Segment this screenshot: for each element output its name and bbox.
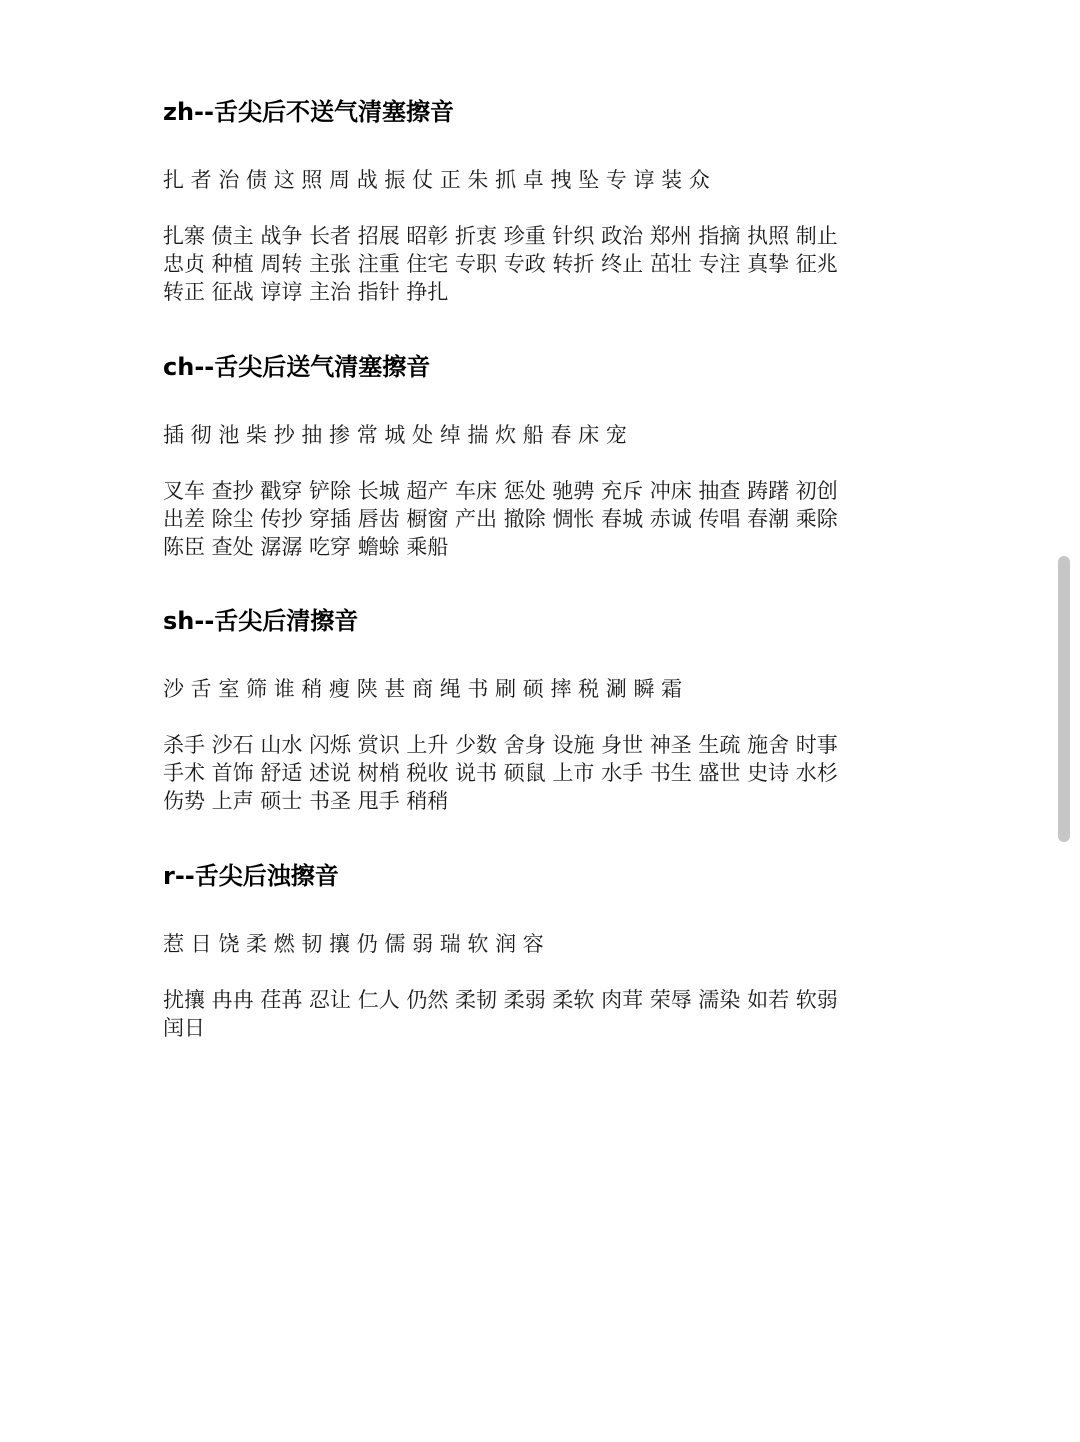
- word-list: [163, 986, 838, 1042]
- word-line: 手术 首饰 舒适 述说 树梢 税收 说书 硕鼠 上市 水手 书生 盛世 史诗 水杉: [163, 761, 838, 785]
- word-list: [163, 222, 838, 306]
- character-list: 扎 者 治 债 这 照 周 战 振 仗 正 朱 抓 卓 拽 坠 专 谆 装 众: [163, 168, 710, 192]
- word-line: 出差 除尘 传抄 穿插 唇齿 橱窗 产出 撤除 惆怅 春城 赤诚 传唱 春潮 乘除: [163, 507, 838, 531]
- word-line: 陈臣 查处 潺潺 吃穿 蟾蜍 乘船: [163, 535, 449, 559]
- section-zh: [163, 96, 923, 304]
- section-heading: sh--舌尖后清擦音: [163, 607, 359, 635]
- word-list: [163, 731, 838, 815]
- section-r: [163, 860, 923, 1040]
- word-line: 扰攘 冉冉 荏苒 忍让 仁人 仍然 柔韧 柔弱 柔软 肉茸 荣辱 濡染 如若 软弱: [163, 988, 838, 1012]
- word-line: 闰日: [163, 1016, 205, 1040]
- scrollbar[interactable]: [1058, 0, 1070, 1442]
- section-sh: [163, 605, 923, 813]
- section-heading: zh--舌尖后不送气清塞擦音: [163, 98, 454, 126]
- scrollbar-thumb[interactable]: [1058, 556, 1070, 842]
- word-line: 扎寨 债主 战争 长者 招展 昭彰 折衷 珍重 针织 政治 郑州 指摘 执照 制止: [163, 224, 838, 248]
- section-heading: ch--舌尖后送气清塞擦音: [163, 353, 431, 381]
- word-line: 转正 征战 谆谆 主治 指针 挣扎: [163, 280, 449, 304]
- word-line: 伤势 上声 硕士 书圣 甩手 稍稍: [163, 789, 449, 813]
- character-list: 惹 日 饶 柔 燃 韧 攘 仍 儒 弱 瑞 软 润 容: [163, 932, 544, 956]
- character-list: 沙 舌 室 筛 谁 稍 瘦 陕 甚 商 绳 书 刷 硕 摔 税 涮 瞬 霜: [163, 677, 683, 701]
- word-list: [163, 477, 838, 561]
- word-line: 忠贞 种植 周转 主张 注重 住宅 专职 专政 转折 终止 茁壮 专注 真挚 征兆: [163, 252, 838, 276]
- section-heading: r--舌尖后浊擦音: [163, 862, 339, 890]
- character-list: 插 彻 池 柴 抄 抽 掺 常 城 处 绰 揣 炊 船 春 床 宠: [163, 423, 627, 447]
- word-line: 杀手 沙石 山水 闪烁 赏识 上升 少数 舍身 设施 身世 神圣 生疏 施舍 时事: [163, 733, 838, 757]
- word-line: 叉车 查抄 戳穿 铲除 长城 超产 车床 惩处 驰骋 充斥 冲床 抽查 踌躇 初创: [163, 479, 838, 503]
- section-ch: [163, 351, 923, 559]
